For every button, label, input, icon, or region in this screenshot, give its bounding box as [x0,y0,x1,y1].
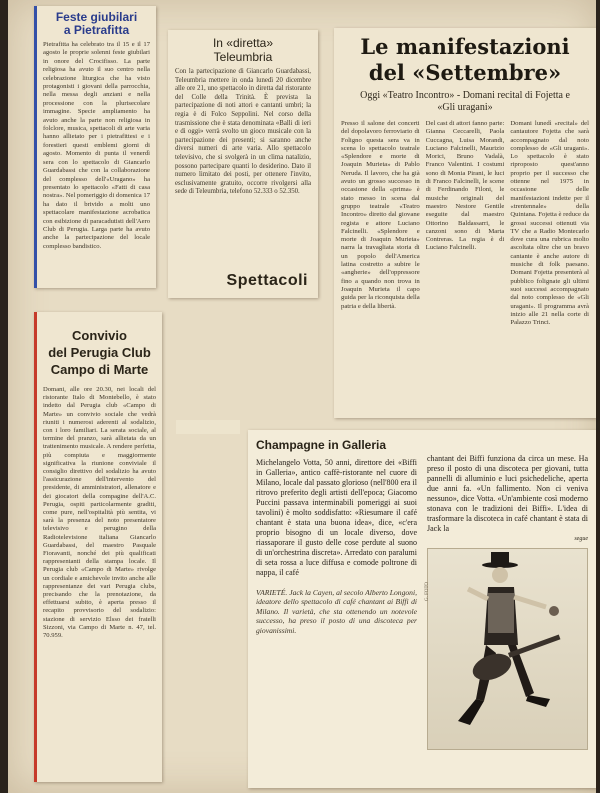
section-footer: Spettacoli [226,272,308,289]
photo-caption: VARIETÉ. Jack la Cayen, al secolo Alberto Longoni, ideatore dello spettacolo di café chantant ai Biffi di Milano. Il varietà, che sta ottenendo un notevole successo, ha preso il posto di una discoteca per giovanissimi. [256,588,417,635]
loose-scrap [176,420,240,434]
headline-line-2: a Pietrafitta [63,23,130,37]
clipping-champagne-galleria [248,430,596,788]
article-body-1: Michelangelo Votta, 50 anni, direttore dei «Biffi in Galleria», antico caffè-ristorante nel cuore di Milano, locale dal passato glorioso (nell'800 era il ritrovo preferito degli artisti dell'epoca; Giacomo Puccini passava interminabili pomeriggi ai suoi tavolini) è molto soddisfatto: «Riesumare il café chantant è stata una buona idea», dice, «c'era proprio bisogno di un locale diverso, dove riassaporare il gusto delle cose perdute al suono di un'orchestrina discreta». Arredato con paralumi di seta rossa a luce diffusa e comode poltrone di nappa, il café [256,458,417,577]
article-body: Pietrafitta ha celebrato tra il 15 e il 17 agosto le proprie solenni feste giubilari in onore del Crocifisso. La parte religiosa ha avuto il suo centro nella celebrazione liturgica che ha visto protagonisti i giovani della parrocchia, nella messa degli anziani e nella processione con la plurisecolare immagine. Specie ampliamento ha avuto anche la parte non religiosa in folclore, musica, spettacoli di arte varia hanno allietato per i pietrafittesi e i forestieri questi emblemi giorni di agosto. Momento di punta il venerdì sera con lo spettacolo di Giancarlo Guardabassi che con la collaborazione del complesso dell'«Uragano» ha presentato lo spettacolo «Fatti di casa nostra». Nel pomeriggio di domenica 17 ha dato il brivido a molti uno spettacolare manifestazione acrobatica con esibizione di paracadutisti dell'Aero Club di Perugia. Larga parte ha avuto anche la partecipazione del locale complesso bandistico. [43,41,150,250]
article-column-1: Presso il salone dei concerti del dopolavoro ferroviario di Foligno questa sera va in scena lo spettacolo teatrale «Splendore e morte di Joaquin Murieta» di Pablo Neruda. Il lavoro, che ha già avuto un grosso successo in occasione della «prima» è stato messo in scena dal gruppo teatrale «Teatro Incontro» diretto dal giovane regista e attore Luciano Falcinelli. «Splendore e morte di Joaquin Murieta» narra la travagliata storia di un popolo dell'America latina costretto a subire le «angherie» dell'oppressore fino a quando non trova in Joaquin Murieta il capo guida per la riconquista della patria e della libertà. [341,120,420,310]
article-column-2 [427,436,588,750]
clipping-diretta-teleumbria [168,30,318,298]
headline-line-2: Teleumbria [213,50,273,64]
continued-label: segue [574,536,588,542]
headline [175,36,311,64]
article-body: Domani, alle ore 20.30, nei locali del ristorante Italo di Montebello, è stato indetto dal Perugia club «Campo di Marte» un convivio sociale che vedrà riuniti i numerosi aderenti al sodalizio, con i loro familiari. La serata sociale, al termine del pranzo, sarà allietata da un trattenimento musicale. A rendere perfetta, più compiuta e maggiormente significativa la riunione conviviale il consiglio direttivo del sodalizio ha avuto l'assicurazione dell'intervento del presidente, di amministratori, allenatore e dei giocatori della compagine dell'A.C. Perugia, ospiti particolarmente graditi, come pure, nell'ospitalità più sentita, vi sarà la presenza del noto presentatore televisivo e perugino della Radiotelevisione italiana Giancarlo Guardabassi, del maestro Pasquale Fioravanti, nonché dei più qualificati rappresentanti della stampa locale. Il Perugia club «Campo di Marte» rivolge un cordiale e amichevole invito anche alle rappresentanze dei vari Perugia clubs, precisando che la prenotazione, da effettuarsi subito, è aperta presso il recapito provvisorio del sodalizio: stazione di servizio Elsso dei fratelli Sizzoni, via Campo di Marte n. 47, tel. 70.959. [43,386,156,640]
headline-line-1: In «diretta» [212,36,274,50]
article-columns [256,436,588,750]
article-columns [341,120,589,410]
article-column-1 [256,436,417,750]
headline-line-2: del Perugia Club [48,345,151,360]
headline-line-2: del «Settembre» [368,60,562,85]
clipping-manifestazioni-settembre [334,28,596,418]
article-body-2: chantant dei Biffi funziona da circa un mese. Ha preso il posto di una discoteca per giovani, tutta pannelli di alluminio e luci psichedeliche, aperta due anni fa. «Un fallimento. Non ci veniva nessuno», dice Votta. «Un'ambiente così moderno stonava con le tradizioni dei Biffi». L'idea di trasformare la discoteca in café chantant è stata di Jack la [427,454,588,533]
article-body: Con la partecipazione di Giancarlo Guardabassi, Teleumbria mettere in onda lunedì 20 dicembre alle ore 21, uno spettacolo in diretta dal ristorante del Colle della Trinità. È prevista la partecipazione di noti attori e cantanti umbri; la regia è di Folco Seppolini. Nel corso della trasmissione che è stata denominata «Balli di ieri e di oggi» verrà svolto un gioco musicale con la partecipazione dei presenti; si saranno anche diversi numeri di arte varia. Allo spettacolo televisivo, che si svolgerà in un clima natalizio, possono partecipare quanti lo desiderino. Dato il numero limitato dei posti, per ottenere l'invito, esclusivamente gratuito, occorre rivolgersi alla sede di Teleumbria, telefono 52.333 o 52.350. [175,68,311,196]
headline-line-1: Feste giubilari [55,10,138,24]
performer-illustration [428,549,584,749]
scrapbook-page [8,0,596,793]
headline [341,34,589,86]
clipping-convivio-perugia-club [34,312,162,782]
photo-credit: G. FOTO [425,581,431,602]
subtitle: Oggi «Teatro Incontro» - Domani recital di Fojetta e «Gli uragani» [360,90,570,113]
headline-line-3: Campo di Marte [50,362,149,377]
article-column-3: Domani lunedì «recital» del cantautore Fojetta che sarà accompagnato dal noto complesso de «Gli uragani». Lo spettacolo è stato riproposto quest'anno proprio per il successo che ottenne nel 1975 in occasione delle manifestazioni indette per il «trentennale» della Quintana. Fojetta è reduce da grossi successi ottenuti via TV che a Radio Montecarlo dove cura una rubrica molto ascoltata oltre che un bravo cantante è anche autore di musiche di folk paesano. Domani Fojetta presenterà al pubblico folignate gli ultimi suoi successi accompagnato dal noto complesso de «Gli uragani». Il programma avrà inizio alle 21 nella corte di Palazzo Trinci. [510,120,590,327]
headline-line-1: Le manifestazioni [360,34,570,59]
photo-jack-la-cayen [427,548,588,750]
clipping-feste-giubilari [34,6,156,288]
headline: Champagne in Galleria [256,438,387,452]
article-column-2: Del cast di attori fanno parte: Gianna Ceccarelli, Paola Cuccagna, Luisa Morandi, Luciano Falcinelli, Maurizio Morici, Bruno Vadalà, Franco Valentini. I costumi sono di Monia Pirani, le luci di Franco Falcinelli, le scene di Ferdinando Filoni, le musiche originali del maestro Nestore Gentile eseguite dal maestro Ottorino Baldassarri, le canzoni sono di Marta Contreras. La regia è di Luciano Falcinelli. [425,120,505,252]
headline [43,327,156,378]
headline [43,11,150,37]
headline-line-1: Convivio [72,328,127,343]
